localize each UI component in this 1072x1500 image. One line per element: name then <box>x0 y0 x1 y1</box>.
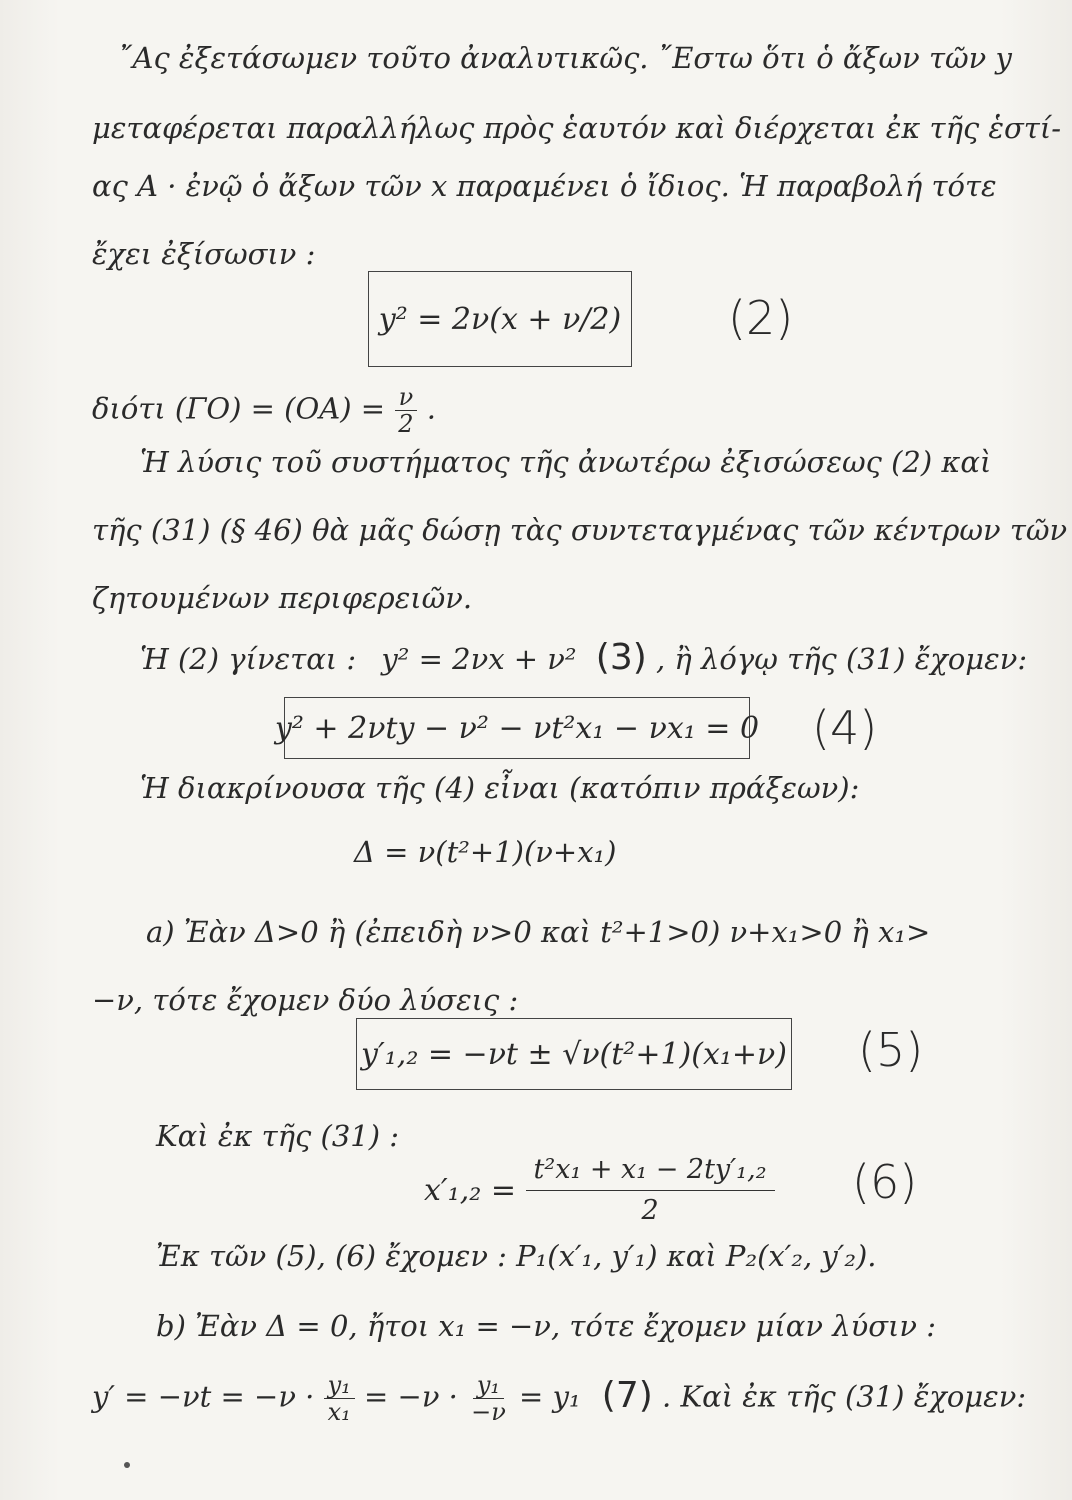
equation-6-fraction <box>526 1150 775 1231</box>
equation-7-part-b: = −ν · <box>364 1379 458 1414</box>
text-line-9-prefix: Ἡ (2) γίνεται : <box>140 642 357 676</box>
fraction-y1-over-x1 <box>324 1372 355 1425</box>
text-line-3: ας A · ἐνῷ ὁ ἄξων τῶν x παραμένει ὁ ἴδιος. Ἡ παραβολή τότε <box>92 169 997 203</box>
fraction-nu-over-2 <box>394 384 417 437</box>
equation-3: y² = 2νx + ν² <box>381 642 577 676</box>
equation-5: y′₁,₂ = −νt ± √ν(t²+1)(x₁+ν) <box>361 1036 787 1072</box>
text-line-12: a) Ἐὰν Δ>0 ἢ (ἐπειδὴ ν>0 καὶ t²+1>0) ν+x₁>0 ἢ x₁> <box>146 915 931 949</box>
text-line-1: ῎Ας ἐξετάσωμεν τοῦτο ἀναλυτικῶς. ῎Εστω ὅτι ὁ ἄξων τῶν y <box>118 41 1012 75</box>
text-line-8: ζητουμένων περιφερειῶν. <box>92 581 473 615</box>
text-line-7: τῆς (31) (§ 46) θὰ μᾶς δώσῃ τὰς συντεταγμένας τῶν κέντρων τῶν <box>92 513 1068 547</box>
equation-7-part-a: y′ = −νt = −ν · <box>92 1379 315 1414</box>
text-line-10: Ἡ διακρίνουσα τῆς (4) εἶναι (κατόπιν πράξεων): <box>140 771 860 805</box>
equation-2-number: (2) <box>728 291 794 345</box>
text-line-15: Ἐκ τῶν (5), (6) ἔχομεν : P₁(x′₁, y′₁) καὶ P₂(x′₂, y′₂). <box>156 1239 877 1273</box>
equation-4-number: (4) <box>812 701 878 755</box>
text-line-17-suffix: . Καὶ ἐκ τῆς (31) ἔχομεν: <box>662 1379 1027 1414</box>
text-line-6: Ἡ λύσις τοῦ συστήματος τῆς ἀνωτέρω ἐξισώσεως (2) καὶ <box>140 445 992 479</box>
equation-6 <box>424 1150 775 1231</box>
text-line-9-suffix: , ἢ λόγῳ τῆς (31) ἔχομεν: <box>656 642 1028 676</box>
text-line-17 <box>92 1372 1026 1425</box>
text-line-5-prefix: διότι (ΓΟ) = (ΟA) = <box>92 391 386 426</box>
fraction-numerator: ν <box>395 384 418 411</box>
fraction-denominator: −ν <box>471 1398 506 1426</box>
equation-4-box <box>274 697 760 759</box>
equation-6-lhs: x′₁,₂ = <box>424 1173 516 1208</box>
equation-5-number: (5) <box>858 1023 924 1077</box>
text-line-4: ἔχει ἐξίσωσιν : <box>92 237 316 271</box>
equation-6-number: (6) <box>852 1155 918 1209</box>
fraction-y1-over-minus-nu <box>467 1372 510 1425</box>
fraction-denominator: 2 <box>398 410 414 438</box>
equation-7-number: (7) <box>601 1374 653 1416</box>
ink-dot <box>124 1462 130 1468</box>
fraction-denominator: x₁ <box>327 1398 351 1426</box>
text-line-13: −ν, τότε ἔχομεν δύο λύσεις : <box>92 983 519 1017</box>
text-line-2: μεταφέρεται παραλλήλως πρὸς ἑαυτόν καὶ διέρχεται ἐκ τῆς ἑστί- <box>92 111 1062 145</box>
equation-6-denominator: 2 <box>641 1195 659 1226</box>
text-line-5: διότι (ΓΟ) = (ΟA) = $\frac{\nu}{2}$ . <box>92 383 436 438</box>
equation-2: y² = 2ν(x + ν/2) <box>378 301 622 337</box>
text-line-11-discriminant: Δ = ν(t²+1)(ν+x₁) <box>354 835 617 869</box>
text-line-9 <box>140 638 1027 679</box>
fraction-numerator: y₁ <box>473 1372 504 1399</box>
text-line-16: b) Ἐὰν Δ = 0, ἤτοι x₁ = −ν, τότε ἔχομεν μίαν λύσιν : <box>156 1309 936 1343</box>
equation-3-number: (3) <box>595 637 647 678</box>
text-line-14: Καὶ ἐκ τῆς (31) : <box>156 1119 400 1153</box>
equation-5-box <box>356 1018 792 1090</box>
fraction-numerator: y₁ <box>324 1372 355 1399</box>
equation-4: y² + 2νty − ν² − νt²x₁ − νx₁ = 0 <box>274 710 760 746</box>
equation-6-numerator: t²x₁ + x₁ − 2ty′₁,₂ <box>526 1150 775 1191</box>
equation-7-part-c: = y₁ <box>519 1379 581 1414</box>
equation-2-box <box>368 271 632 367</box>
